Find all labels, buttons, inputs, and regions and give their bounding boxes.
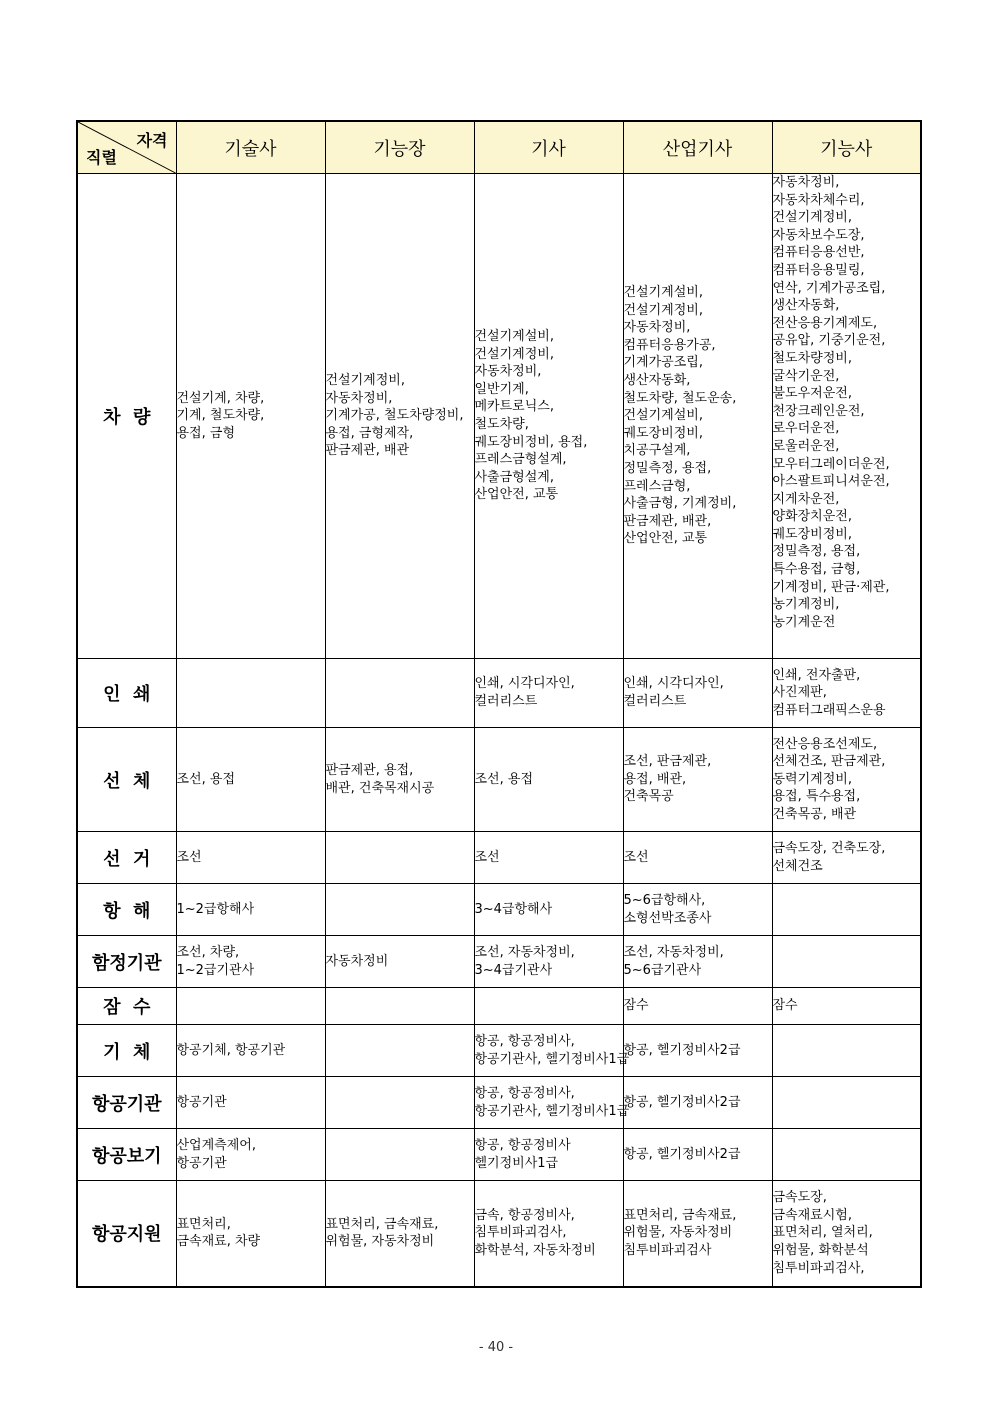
cell-line: 농기계정비, (772, 597, 840, 613)
cell-line: 자동차정비, (474, 364, 542, 380)
cell-line: 배관, 건축목재시공 (325, 780, 435, 796)
cell-line: 금속재료, 차량 (176, 1234, 261, 1250)
cell-line: 로우더운전, (772, 421, 840, 437)
cell-line: 철도차량, 철도운송, (623, 390, 737, 406)
cell-line: 표면처리, 열처리, (772, 1225, 873, 1241)
cell-line: 전산응용조선제도, (772, 736, 878, 752)
cell-line: 항공, 항공정비사, (474, 1033, 575, 1049)
cell-line: 굴삭기운전, (772, 368, 840, 384)
corner-label-qualification: 자격 (136, 131, 168, 150)
cell-line: 항공, 항공정비사 (474, 1137, 571, 1153)
table-cell (325, 1077, 474, 1129)
table-cell (623, 659, 772, 728)
cell-line: 금속재료시험, (772, 1207, 852, 1223)
table-cell (623, 1129, 772, 1181)
table-cell (772, 174, 921, 659)
cell-line: 자동차정비, (325, 390, 393, 406)
cell-line: 3~4급기관사 (474, 962, 553, 978)
cell-line: 컴퓨터응용가공, (623, 337, 716, 353)
table-cell (623, 1181, 772, 1287)
cell-line: 용접, 금형제작, (325, 425, 414, 441)
cell-line: 궤도장비정비, (623, 425, 703, 441)
cell-line: 아스팔트피니셔운전, (772, 474, 890, 490)
table-cell (623, 988, 772, 1025)
cell-line: 건설기계설비, (623, 285, 703, 301)
cell-line: 사출금형, 기계정비, (623, 496, 737, 512)
page-number: - 40 - (478, 1340, 514, 1355)
table-row (77, 884, 921, 936)
cell-line: 건설기계정비, (772, 210, 852, 226)
cell-line: 기계, 철도차량, (176, 408, 265, 424)
table-row (77, 1181, 921, 1287)
cell-line: 금속, 항공정비사, (474, 1207, 575, 1223)
table-body (77, 174, 921, 1287)
cell-line: 조선 (176, 849, 202, 865)
table-cell (772, 659, 921, 728)
cell-line: 건설기계, 차량, (176, 390, 265, 406)
cell-line: 산업안전, 교통 (623, 531, 708, 547)
row-header: 기 체 (77, 1025, 176, 1077)
cell-line: 산업안전, 교통 (474, 487, 559, 503)
table-cell (623, 174, 772, 659)
cell-line: 정밀측정, 용접, (623, 460, 712, 476)
table-cell (772, 936, 921, 988)
cell-line: 컴퓨터응용밀링, (772, 262, 865, 278)
table-cell (474, 174, 623, 659)
header-row (77, 121, 921, 174)
cell-line: 항공, 헬기정비사2급 (623, 1042, 741, 1058)
cell-line: 5~6급기관사 (623, 962, 702, 978)
cell-line: 철도차량정비, (772, 350, 852, 366)
cell-line: 선체건조, 판금제관, (772, 754, 886, 770)
row-header: 항 해 (77, 884, 176, 936)
cell-line: 표면처리, 금속재료, (623, 1207, 737, 1223)
cell-line: 조선, 차량, (176, 944, 240, 960)
cell-line: 화학분석, 자동차정비 (474, 1243, 596, 1259)
cell-line: 건설기계정비, (623, 302, 703, 318)
table-cell (176, 728, 325, 832)
table-row (77, 174, 921, 659)
cell-line: 조선, 판금제관, (623, 754, 712, 770)
table-cell (474, 728, 623, 832)
cell-line: 용접, 금형 (176, 425, 235, 441)
row-header: 차 량 (77, 174, 176, 659)
cell-line: 조선 (623, 849, 649, 865)
cell-line: 생산자동화, (772, 298, 840, 314)
cell-line: 판금제관, 용접, (325, 762, 414, 778)
cell-line: 궤도장비정비, 용접, (474, 434, 588, 450)
cell-line: 농기계운전 (772, 614, 836, 630)
table-cell (325, 884, 474, 936)
table-cell (474, 936, 623, 988)
cell-line: 공유압, 기중기운전, (772, 333, 886, 349)
row-header: 선 체 (77, 728, 176, 832)
row-header: 함정기관 (77, 936, 176, 988)
column-header: 기술사 (176, 121, 325, 174)
cell-line: 조선, 용접 (176, 771, 235, 787)
table-cell (325, 1129, 474, 1181)
table-cell (325, 1025, 474, 1077)
table-row (77, 832, 921, 884)
cell-line: 금속도장, (772, 1190, 827, 1206)
cell-line: 인쇄, 전자출판, (772, 667, 861, 683)
cell-line: 인쇄, 시각디자인, (623, 676, 724, 692)
column-header: 기사 (474, 121, 623, 174)
row-header: 항공지원 (77, 1181, 176, 1287)
table-cell (176, 832, 325, 884)
cell-line: 컬러리스트 (474, 694, 538, 709)
cell-line: 건설기계설비, (474, 329, 554, 345)
cell-line: 헬기정비사1급 (474, 1155, 559, 1171)
table-cell (772, 884, 921, 936)
cell-line: 항공기관사, 헬기정비사1급 (474, 1051, 630, 1067)
table-cell (176, 174, 325, 659)
table-cell (325, 728, 474, 832)
cell-line: 일반기계, (474, 381, 529, 397)
cell-line: 항공기관 (176, 1155, 227, 1171)
cell-line: 조선 (474, 849, 500, 865)
cell-line: 침투비파괴검사 (623, 1243, 712, 1259)
table-cell (772, 832, 921, 884)
row-header: 항공보기 (77, 1129, 176, 1181)
cell-line: 산업계측제어, (176, 1137, 256, 1153)
table-cell (772, 728, 921, 832)
cell-line: 위험물, 자동차정비 (325, 1234, 435, 1250)
table-cell (325, 936, 474, 988)
cell-line: 5~6급항해사, (623, 892, 706, 908)
cell-line: 사진제판, (772, 685, 827, 701)
cell-line: 항공기체, 항공기관 (176, 1042, 286, 1058)
cell-line: 소형선박조종사 (623, 910, 712, 926)
table-cell (474, 988, 623, 1025)
cell-line: 항공, 헬기정비사2급 (623, 1146, 741, 1162)
qualification-table (76, 120, 922, 1288)
table-cell (325, 659, 474, 728)
cell-line: 조선, 용접 (474, 771, 533, 787)
table-row (77, 1129, 921, 1181)
cell-line: 1~2급항해사 (176, 901, 255, 917)
table-cell (176, 988, 325, 1025)
cell-line: 건설기계정비, (325, 373, 405, 389)
cell-line: 조선, 자동차정비, (474, 944, 575, 960)
cell-line: 지게차운전, (772, 491, 840, 507)
table-cell (623, 832, 772, 884)
cell-line: 위험물, 화학분석 (772, 1243, 869, 1259)
table-cell (623, 728, 772, 832)
table-cell (772, 1181, 921, 1287)
cell-line: 판금제관, 배관 (325, 443, 410, 459)
cell-line: 기계가공, 철도차량정비, (325, 408, 464, 424)
table-cell (772, 1077, 921, 1129)
cell-line: 자동차정비, (623, 320, 691, 336)
row-header: 선 거 (77, 832, 176, 884)
row-header: 잠 수 (77, 988, 176, 1025)
column-header: 기능사 (772, 121, 921, 174)
table-cell (474, 884, 623, 936)
cell-line: 침투비파괴검사, (772, 1260, 865, 1276)
cell-line: 3~4급항해사 (474, 901, 553, 917)
cell-line: 용접, 배관, (623, 771, 687, 787)
table-cell (325, 988, 474, 1025)
cell-line: 프레스금형, (623, 478, 691, 494)
table-row (77, 936, 921, 988)
table-cell (772, 1129, 921, 1181)
cell-line: 항공, 항공정비사, (474, 1085, 575, 1101)
cell-line: 위험물, 자동차정비 (623, 1225, 733, 1241)
cell-line: 기계정비, 판금·제관, (772, 579, 890, 595)
table-cell (176, 1181, 325, 1287)
cell-line: 궤도장비정비, (772, 526, 852, 542)
table-cell (176, 659, 325, 728)
cell-line: 전산응용기계제도, (772, 315, 878, 331)
cell-line: 항공기관 (176, 1094, 227, 1110)
cell-line: 잠수 (623, 998, 649, 1014)
cell-line: 정밀측정, 용접, (772, 544, 861, 560)
table-cell (474, 1025, 630, 1077)
cell-line: 자동차정비, (772, 175, 840, 190)
corner-label-series: 직렬 (86, 148, 117, 167)
table-row (77, 1077, 921, 1129)
cell-line: 건설기계설비, (623, 408, 703, 424)
cell-line: 사출금형설계, (474, 469, 554, 485)
cell-line: 건축목공 (623, 789, 674, 805)
cell-line: 특수용접, 금형, (772, 562, 861, 578)
cell-line: 표면처리, (176, 1216, 231, 1232)
column-header: 산업기사 (623, 121, 772, 174)
cell-line: 항공기관사, 헬기정비사1급 (474, 1103, 630, 1119)
cell-line: 연삭, 기계가공조립, (772, 280, 886, 296)
cell-line: 인쇄, 시각디자인, (474, 676, 575, 692)
cell-line: 생산자동화, (623, 373, 691, 389)
corner-header-cell (77, 121, 176, 174)
table-cell (474, 832, 623, 884)
table-cell (325, 174, 474, 659)
cell-line: 건설기계정비, (474, 346, 554, 362)
column-header: 기능장 (325, 121, 474, 174)
table-cell (325, 1181, 474, 1287)
cell-line: 항공, 헬기정비사2급 (623, 1094, 741, 1110)
cell-line: 자동차보수도장, (772, 227, 865, 243)
cell-line: 용접, 특수용접, (772, 789, 861, 805)
cell-line: 철도차량, (474, 417, 529, 432)
cell-line: 건축목공, 배관 (772, 806, 857, 822)
table-row (77, 1025, 921, 1077)
cell-line: 컴퓨터응용선반, (772, 245, 865, 261)
row-header: 인 쇄 (77, 659, 176, 728)
table-cell (176, 1129, 325, 1181)
cell-line: 양화장치운전, (772, 509, 852, 525)
table-cell (474, 1077, 630, 1129)
table-cell (623, 884, 772, 936)
cell-line: 판금제관, 배관, (623, 513, 712, 529)
table-cell (623, 936, 772, 988)
cell-line: 동력기계정비, (772, 771, 852, 787)
table-cell (176, 1077, 325, 1129)
cell-line: 기계가공조립, (623, 355, 703, 371)
row-header: 항공기관 (77, 1077, 176, 1129)
cell-line: 1~2급기관사 (176, 962, 255, 978)
table-cell (176, 1025, 325, 1077)
cell-line: 불도우저운전, (772, 386, 852, 402)
cell-line: 표면처리, 금속재료, (325, 1216, 439, 1232)
cell-line: 프레스금형설계, (474, 452, 567, 468)
cell-line: 로울러운전, (772, 438, 840, 454)
cell-line: 컴퓨터그래픽스운용 (772, 702, 886, 718)
table-cell (772, 988, 921, 1025)
cell-line: 메카트로닉스, (474, 399, 554, 415)
cell-line: 침투비파괴검사, (474, 1225, 567, 1241)
table-cell (474, 1129, 623, 1181)
cell-line: 천장크레인운전, (772, 403, 865, 419)
table-cell (474, 659, 623, 728)
cell-line: 컬러리스트 (623, 694, 687, 709)
cell-line: 치공구설계, (623, 443, 691, 459)
table-cell (623, 1025, 772, 1077)
cell-line: 모우터그레이더운전, (772, 456, 890, 472)
table-row (77, 728, 921, 832)
cell-line: 자동차정비 (325, 953, 389, 969)
table-row (77, 659, 921, 728)
cell-line: 금속도장, 건축도장, (772, 840, 886, 856)
table-cell (176, 884, 325, 936)
cell-line: 잠수 (772, 998, 798, 1014)
table-cell (176, 936, 325, 988)
cell-line: 자동차차체수리, (772, 192, 865, 208)
table-row (77, 988, 921, 1025)
table-cell (623, 1077, 772, 1129)
table-cell (772, 1025, 921, 1077)
table-cell (325, 832, 474, 884)
cell-line: 선체건조 (772, 858, 823, 874)
cell-line: 조선, 자동차정비, (623, 944, 724, 960)
table-cell (474, 1181, 623, 1287)
